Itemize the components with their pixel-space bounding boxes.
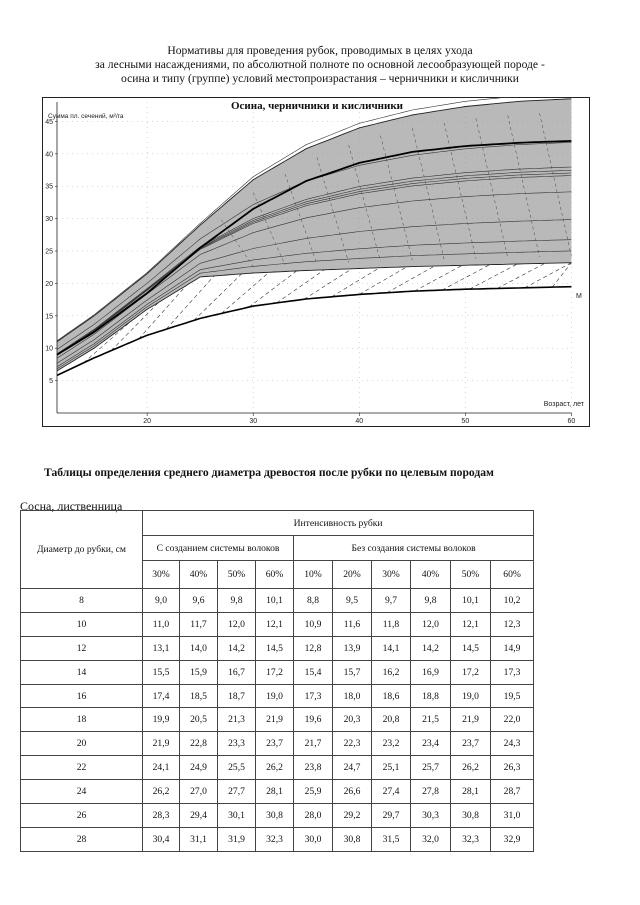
table-cell: 29,7	[372, 804, 411, 828]
table-cell: 28,0	[294, 804, 333, 828]
table-cell: 23,8	[294, 756, 333, 780]
table-cell: 23,7	[256, 732, 294, 756]
species-caption: Сосна, лиственница	[20, 499, 123, 513]
header-with-40: 40%	[180, 561, 218, 589]
table-cell: 32,3	[451, 827, 491, 851]
heading-line-3: осина и типу (группе) условий местопроизрастания – черничники и кисличники	[121, 72, 519, 85]
table-cell: 24,7	[333, 756, 372, 780]
row-diameter-cell: 20	[21, 732, 143, 756]
header-without-50: 50%	[451, 561, 491, 589]
table-cell: 22,3	[333, 732, 372, 756]
table-cell: 14,5	[256, 636, 294, 660]
table-cell: 24,9	[180, 756, 218, 780]
table-cell: 10,2	[491, 589, 534, 613]
table-cell: 9,6	[180, 589, 218, 613]
diameter-table	[20, 510, 534, 852]
header-intensity: Интенсивность рубки	[143, 511, 534, 536]
table-cell: 10,1	[256, 589, 294, 613]
y-axis-label: Сумма пл. сечений, м²/га	[48, 113, 124, 120]
header-without-10: 10%	[294, 561, 333, 589]
table-cell: 30,3	[411, 804, 451, 828]
m-label: M	[576, 293, 582, 300]
table-cell: 28,3	[143, 804, 180, 828]
table-cell: 19,9	[143, 708, 180, 732]
header-without-60: 60%	[491, 561, 534, 589]
table-body	[21, 589, 534, 852]
row-diameter-cell: 26	[21, 804, 143, 828]
table-cell: 23,4	[411, 732, 451, 756]
table-cell: 31,9	[218, 827, 256, 851]
table-cell: 24,3	[491, 732, 534, 756]
table-row	[21, 636, 534, 660]
table-cell: 20,3	[333, 708, 372, 732]
header-with-60: 60%	[256, 561, 294, 589]
table-cell: 17,2	[256, 660, 294, 684]
table-cell: 32,0	[411, 827, 451, 851]
header-with-50: 50%	[218, 561, 256, 589]
y-tick-label: 40	[45, 151, 53, 159]
table-cell: 20,5	[180, 708, 218, 732]
row-diameter-cell: 24	[21, 780, 143, 804]
x-tick-label: 40	[355, 418, 364, 425]
section-title: Таблицы определения среднего диаметра древостоя после рубки по целевым породам	[44, 466, 494, 479]
table-cell: 12,3	[491, 612, 534, 636]
table-cell: 30,8	[451, 804, 491, 828]
table-cell: 19,5	[491, 684, 534, 708]
table-cell: 14,9	[491, 636, 534, 660]
table-cell: 12,1	[451, 612, 491, 636]
table-cell: 23,2	[372, 732, 411, 756]
heading-line-2: за лесными насаждениями, по абсолютной полноте по основной лесообразующей породе -	[95, 58, 545, 71]
y-tick-label: 15	[45, 313, 53, 321]
row-diameter-cell: 18	[21, 708, 143, 732]
table-cell: 21,9	[143, 732, 180, 756]
table-cell: 13,1	[143, 636, 180, 660]
table-cell: 31,5	[372, 827, 411, 851]
table-cell: 10,1	[451, 589, 491, 613]
table-cell: 9,0	[143, 589, 180, 613]
y-tick-label: 25	[45, 248, 53, 256]
table-cell: 18,0	[333, 684, 372, 708]
table-cell: 32,3	[256, 827, 294, 851]
table-cell: 26,2	[256, 756, 294, 780]
table-cell: 25,7	[411, 756, 451, 780]
x-tick-label: 30	[249, 418, 258, 425]
table-row	[21, 708, 534, 732]
row-diameter-cell: 8	[21, 589, 143, 613]
table-cell: 16,2	[372, 660, 411, 684]
row-diameter-cell: 12	[21, 636, 143, 660]
x-tick-label: 20	[143, 418, 152, 425]
header-without-20: 20%	[333, 561, 372, 589]
document-heading	[0, 44, 640, 86]
y-tick-label: 45	[45, 118, 53, 126]
table-cell: 28,1	[256, 780, 294, 804]
table-cell: 14,5	[451, 636, 491, 660]
table-cell: 21,3	[218, 708, 256, 732]
header-group-with-skid-trails: С созданием системы волоков	[143, 536, 294, 561]
table-cell: 26,6	[333, 780, 372, 804]
table-cell: 23,3	[218, 732, 256, 756]
table-cell: 25,9	[294, 780, 333, 804]
table-cell: 25,1	[372, 756, 411, 780]
table-cell: 27,4	[372, 780, 411, 804]
table-cell: 12,0	[411, 612, 451, 636]
header-without-30: 30%	[372, 561, 411, 589]
table-cell: 11,0	[143, 612, 180, 636]
table-cell: 10,9	[294, 612, 333, 636]
row-diameter-cell: 16	[21, 684, 143, 708]
table-cell: 15,4	[294, 660, 333, 684]
table-cell: 16,9	[411, 660, 451, 684]
table-cell: 14,2	[411, 636, 451, 660]
table-row	[21, 756, 534, 780]
header-with-30: 30%	[143, 561, 180, 589]
chart-title: Осина, черничники и кисличники	[230, 100, 404, 112]
table-cell: 26,3	[491, 756, 534, 780]
table-row	[21, 684, 534, 708]
table-cell: 28,1	[451, 780, 491, 804]
table-cell: 21,9	[451, 708, 491, 732]
table-row	[21, 612, 534, 636]
table-cell: 11,7	[180, 612, 218, 636]
table-cell: 25,5	[218, 756, 256, 780]
header-group-without-skid-trails: Без создания системы волоков	[294, 536, 534, 561]
y-tick-label: 30	[45, 216, 53, 224]
row-diameter-cell: 28	[21, 827, 143, 851]
heading-line-1: Нормативы для проведения рубок, проводимых в целях ухода	[167, 44, 473, 57]
table-cell: 12,8	[294, 636, 333, 660]
table-cell: 18,6	[372, 684, 411, 708]
table-cell: 29,4	[180, 804, 218, 828]
table-cell: 27,7	[218, 780, 256, 804]
table-cell: 17,2	[451, 660, 491, 684]
table-cell: 30,4	[143, 827, 180, 851]
table-cell: 9,7	[372, 589, 411, 613]
table-cell: 9,8	[411, 589, 451, 613]
header-without-40: 40%	[411, 561, 451, 589]
table-row	[21, 589, 534, 613]
chart	[42, 97, 590, 427]
table-cell: 19,0	[256, 684, 294, 708]
table-cell: 12,0	[218, 612, 256, 636]
table-row	[21, 780, 534, 804]
table-row	[21, 804, 534, 828]
table-cell: 23,7	[451, 732, 491, 756]
table-cell: 21,5	[411, 708, 451, 732]
table-cell: 17,4	[143, 684, 180, 708]
table-cell: 26,2	[451, 756, 491, 780]
table-cell: 14,1	[372, 636, 411, 660]
table-cell: 30,0	[294, 827, 333, 851]
table-cell: 20,8	[372, 708, 411, 732]
table-cell: 17,3	[491, 660, 534, 684]
table-cell: 29,2	[333, 804, 372, 828]
table-row	[21, 732, 534, 756]
table-cell: 18,5	[180, 684, 218, 708]
table-cell: 30,8	[256, 804, 294, 828]
table-cell: 21,9	[256, 708, 294, 732]
table-cell: 11,6	[333, 612, 372, 636]
table-cell: 21,7	[294, 732, 333, 756]
table-cell: 31,0	[491, 804, 534, 828]
table-cell: 28,7	[491, 780, 534, 804]
table-cell: 31,1	[180, 827, 218, 851]
table-cell: 15,7	[333, 660, 372, 684]
y-tick-label: 35	[45, 183, 53, 191]
table-cell: 9,8	[218, 589, 256, 613]
table-cell: 15,5	[143, 660, 180, 684]
header-diameter: Диаметр до рубки, см	[21, 511, 143, 589]
y-tick-label: 20	[45, 280, 53, 288]
table-cell: 14,0	[180, 636, 218, 660]
table-cell: 18,8	[411, 684, 451, 708]
table-cell: 13,9	[333, 636, 372, 660]
y-tick-label: 10	[45, 345, 53, 353]
x-tick-label: 50	[461, 418, 470, 425]
row-diameter-cell: 22	[21, 756, 143, 780]
chart-svg	[42, 97, 590, 427]
row-diameter-cell: 14	[21, 660, 143, 684]
table-cell: 17,3	[294, 684, 333, 708]
table-cell: 27,8	[411, 780, 451, 804]
row-diameter-cell: 10	[21, 612, 143, 636]
table-cell: 11,8	[372, 612, 411, 636]
table-cell: 19,0	[451, 684, 491, 708]
table-cell: 27,0	[180, 780, 218, 804]
table-cell: 22,0	[491, 708, 534, 732]
x-axis-label: Возраст, лет	[543, 401, 584, 408]
x-tick-label: 60	[567, 418, 576, 425]
table-cell: 8,8	[294, 589, 333, 613]
table-cell: 30,1	[218, 804, 256, 828]
table-cell: 18,7	[218, 684, 256, 708]
table-cell: 12,1	[256, 612, 294, 636]
table-cell: 32,9	[491, 827, 534, 851]
y-tick-label: 5	[49, 378, 53, 386]
table-cell: 26,2	[143, 780, 180, 804]
table-row	[21, 660, 534, 684]
table-cell: 9,5	[333, 589, 372, 613]
table-cell: 19,6	[294, 708, 333, 732]
table-cell: 16,7	[218, 660, 256, 684]
table-cell: 15,9	[180, 660, 218, 684]
table-cell: 30,8	[333, 827, 372, 851]
table-row	[21, 827, 534, 851]
table-cell: 24,1	[143, 756, 180, 780]
table-cell: 22,8	[180, 732, 218, 756]
table-cell: 14,2	[218, 636, 256, 660]
